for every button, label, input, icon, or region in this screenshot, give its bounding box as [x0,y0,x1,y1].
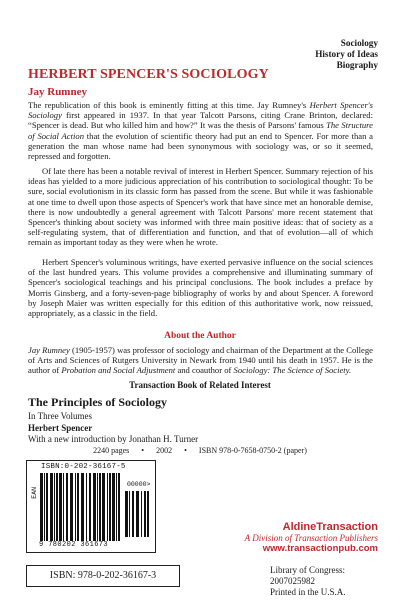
desc-p3-text: Herbert Spencer's voluminous writings, have exerted pervasive influence on the social sciences of the last hundred years. This volume provides a comprehensive and illuminating summary of Spencer's sociological teachings and his principal conclusions. The book includes a preface by Morris Ginsberg, and a forty-seven-page bibliography of works by and about Spencer. A foreword by Joseph Maier was written especially for this edition of this authoritative work, now reissued, appropriately, as a classic in the field. [28,257,373,319]
publisher-name: AldineTransaction [282,521,378,533]
barcode-ean-label: EAN [31,487,38,499]
description-paragraph-3 [28,257,373,318]
about-book-2: Sociology: The Science of Society. [233,365,352,376]
related-book-separator-2: • [184,446,187,455]
book-title: HERBERT SPENCER'S SOCIOLOGY [28,67,269,82]
category-biography: Biography [336,60,378,70]
related-book-author: Herbert Spencer [28,423,93,433]
desc-p1-book-title: Herbert Spencer's Sociology [28,100,373,121]
barcode-price-code: 00000> [127,481,151,488]
subject-categories [315,38,378,71]
about-author-text [28,345,373,376]
desc-p1-text-b: first appeared in 1937. In that year Talcott Parsons, citing Crane Brinton, declared: “Spencer is dead. But who killed him and how?” It was the thesis of Parsons' famous [28,110,373,131]
desc-p1-text-a: The republication of this book is eminently fitting at this time. Jay Rumney's [28,100,310,110]
description-paragraph-2 [28,166,373,248]
related-book-pages: 2240 pages [93,446,130,455]
barcode-bars [40,473,122,541]
book-author: Jay Rumney [28,86,87,98]
desc-p2-text: Of late there has been a notable revival of interest in Herbert Spencer. Summary rejection of his ideas has yielded to a more judicious appreciation of his contribution to sociological thought: To be sure, social evolutionism in its classic form has passed from the scene. But while it was fashionable at one time to dwell upon those aspects of Spencer's work that have since met an honorable demise, there is now undoubtedly a general agreement with Talcott Parsons' more recent statement that Spencer's thinking about society was informed with three main positive ideas: that of society as a self-regulating system, that of differentiation and function, and that of evolution—all of which remain as important today as they were when he wrote. [28,166,373,248]
price-barcode-bars [125,491,149,537]
publisher-url[interactable]: www.transactionpub.com [262,543,378,554]
library-info [270,565,378,598]
description-paragraph-1 [28,100,373,161]
barcode-isbn-text: ISBN:0-202-36167-5 [41,463,126,471]
related-book-intro: With a new introduction by Jonathan H. Turner [28,434,199,444]
related-book-meta [0,446,400,455]
category-history-of-ideas: History of Ideas [315,49,378,59]
desc-p1-text-c: that the evolution of scientific theory had put an end to Spencer. For more than a generation the man whose name had been synonymous with sociology was, or so it seemed, repressed and forgotten. [28,130,373,162]
related-interest-heading: Transaction Book of Related Interest [129,380,271,390]
barcode [26,460,156,553]
publisher-info [245,521,378,554]
barcode-digits: 9 780202 361673 [39,541,109,549]
related-book-title: The Principles of Sociology [28,395,167,409]
desc-p1-parsons-title: The Structure of Social Action [28,120,373,141]
related-book-isbn: ISBN 978-0-7658-0750-2 (paper) [198,446,307,455]
publisher-division: A Division of Transaction Publishers [244,533,378,543]
about-text-a: (1905-1957) was professor of sociology and chairman of the Department at the College of Arts and Sciences of Rutgers University in Newark from 1940 until his death in 1957. He is the author of [28,345,373,376]
about-text-b: and coauthor of [175,365,234,376]
related-book-separator-1: • [141,446,145,455]
category-sociology: Sociology [340,38,378,48]
related-book-volumes: In Three Volumes [28,411,92,421]
isbn-box: ISBN: 978-0-202-36167-3 [26,565,180,587]
library-of-congress: Library of Congress: 2007025982 [270,565,345,586]
related-book-year: 2002 [156,446,173,455]
about-author-heading: About the Author [164,331,236,341]
about-author-name: Jay Rumney [28,345,70,355]
printed-in: Printed in the U.S.A. [270,587,346,597]
about-book-1: Probation and Social Adjustment [61,365,176,376]
